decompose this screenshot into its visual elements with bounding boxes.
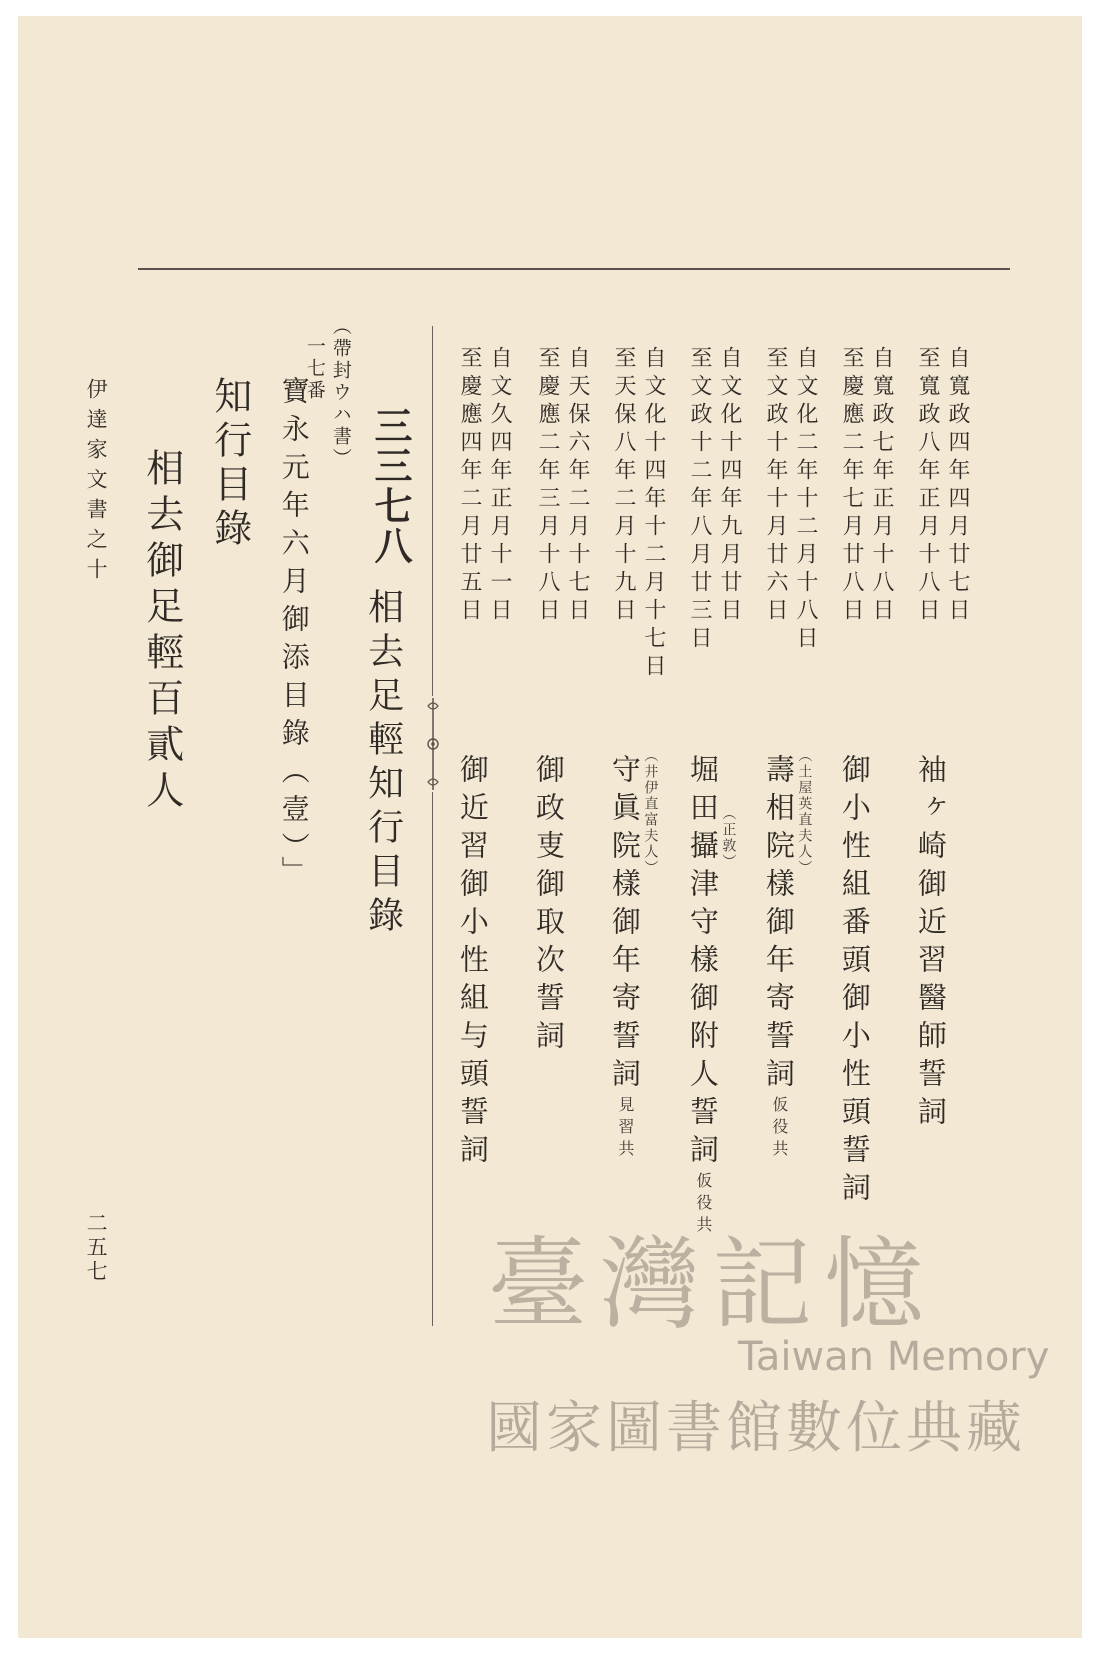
date-to: 至慶應四年二月廿五日: [457, 346, 482, 626]
oath-annotation: （正敦）: [720, 806, 737, 870]
date-from: 自文久四年正月十一日: [487, 346, 512, 626]
date-to: 至寬政八年正月十八日: [915, 346, 940, 626]
watermark-calligraphy: 臺灣記憶: [488, 1226, 936, 1343]
seal-number: 一七番: [303, 336, 326, 402]
watermark-english: Taiwan Memory: [738, 1334, 1050, 1380]
date-from: 自天保六年二月十七日: [565, 346, 590, 626]
date-from: 自寬政七年正月十八日: [869, 346, 894, 626]
date-from: 自文化二年十二月十八日: [793, 346, 818, 654]
date-to: 至天保八年二月十九日: [611, 346, 636, 626]
date-entry: [906, 346, 970, 676]
date-from: 自寬政四年四月廿七日: [945, 346, 970, 626]
oath-text: 袖ヶ崎御近習醫師誓詞: [913, 754, 948, 1134]
date-to: 至文政十二年八月廿三日: [687, 346, 712, 654]
oath-note: 仮役共: [769, 1096, 789, 1162]
oath-title: [762, 754, 795, 1162]
section-heading: 知行目錄: [207, 376, 252, 552]
date-to: 至慶應二年三月十八日: [535, 346, 560, 626]
oath-text: 堀田攝津守樣御附人誓詞: [685, 754, 720, 1172]
document-date: 寶永元年六月御添目錄（壹）」: [277, 376, 311, 894]
oath-text: 御小性組番頭御小性頭誓詞: [837, 754, 872, 1210]
divider-ornament: [424, 696, 442, 792]
date-entry: [830, 346, 894, 676]
oath-title: [532, 754, 564, 1058]
oath-note: 仮役共: [693, 1172, 713, 1238]
date-entry: [526, 346, 590, 676]
page-number: 二五七: [84, 1212, 109, 1284]
document-page: [18, 16, 1082, 1638]
date-entry: [754, 346, 818, 676]
column-divider: [432, 326, 433, 1326]
date-from: 自文化十四年十二月十七日: [641, 346, 666, 682]
oath-title: [456, 754, 488, 1172]
oath-text: 壽相院樣御年寄誓詞: [761, 754, 796, 1096]
date-to: 至慶應二年七月廿八日: [839, 346, 864, 626]
date-entry: [602, 346, 666, 682]
oath-title: [686, 754, 719, 1238]
oath-note: 見習共: [615, 1096, 635, 1162]
entry-number: 三三七八: [368, 406, 413, 566]
date-from: 自文化十四年九月廿日: [717, 346, 742, 626]
date-entry: [448, 346, 512, 676]
oath-annotation: （井伊直富夫人）: [642, 748, 659, 876]
date-entry: [678, 346, 742, 676]
oath-title: [838, 754, 870, 1210]
oath-text: 御政叓御取次誓詞: [531, 754, 566, 1058]
date-to: 至文政十年十月廿六日: [763, 346, 788, 626]
body-text: 相去御足輕百貳人: [139, 448, 184, 816]
watermark-institution: 國家圖書館數位典藏: [486, 1396, 1026, 1461]
document-title: 相去足輕知行目錄: [362, 588, 404, 940]
oath-title: [914, 754, 946, 1134]
running-head: 伊達家文書之十: [84, 378, 109, 588]
oath-title: [608, 754, 641, 1162]
oath-text: 御近習御小性組与頭誓詞: [455, 754, 490, 1172]
top-horizontal-rule: [138, 268, 1010, 270]
oath-annotation: （土屋英直夫人）: [796, 748, 813, 876]
seal-note: （帶封ウハ書）: [329, 316, 352, 470]
oath-text: 守眞院樣御年寄誓詞: [607, 754, 642, 1096]
